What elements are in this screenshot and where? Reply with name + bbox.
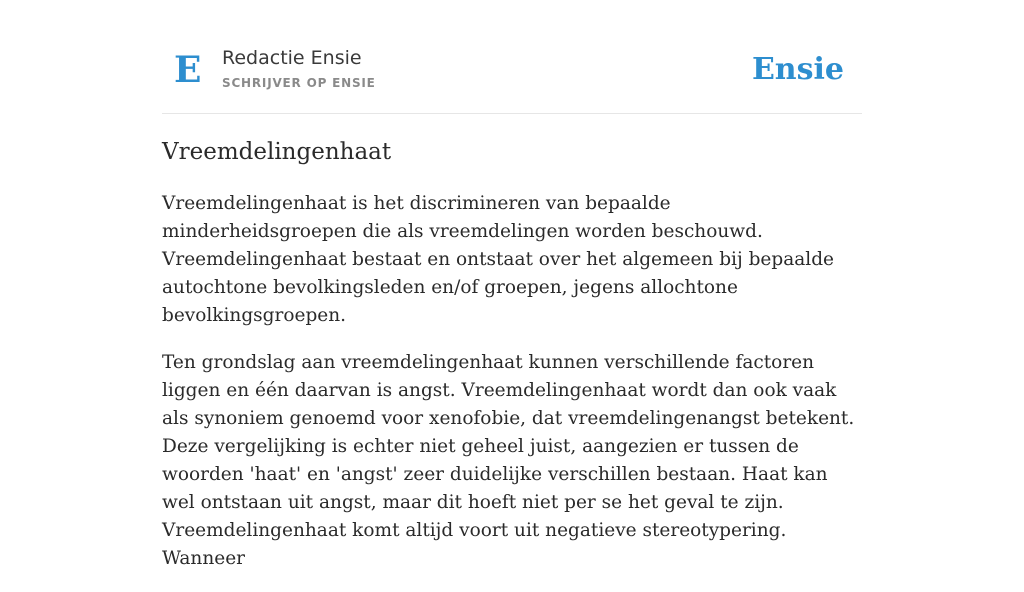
brand-logo[interactable]: Ensie (751, 52, 844, 87)
paragraph: Vreemdelingenhaat komt altijd voort uit negatieve stereotypering. Wanneer (162, 520, 787, 569)
article-card (162, 0, 862, 569)
paragraph: Ten grondslag aan vreemdelingenhaat kunnen verschillende factoren liggen en één daarvan is angst. Vreemdelingenhaat wordt dan ook vaak als synoniem genoemd voor xenofobie, dat vreemdelingenangst betekent. Deze vergelijking is echter niet geheel juist, aangezien er tussen de woorden 'haat' en 'angst' zeer duidelijke verschillen bestaan. Haat kan wel ontstaan uit angst, maar dit hoeft niet per se het geval te zijn. (162, 352, 855, 513)
paragraph: Vreemdelingenhaat is het discrimineren van bepaalde minderheidsgroepen die als vreemdelingen worden beschouwd. Vreemdelingenhaat bestaat en ontstaat over het algemeen bij bepaalde autochtone bevolkingsleden en/of groepen, jegens allochtone bevolkingsgroepen. (162, 193, 834, 326)
author-name[interactable]: Redactie Ensie (222, 47, 362, 69)
article-body (162, 190, 862, 592)
article-title: Vreemdelingenhaat (162, 139, 392, 165)
author-role: SCHRIJVER OP ENSIE (222, 76, 376, 90)
author-header (162, 0, 862, 114)
author-logo[interactable]: E (174, 49, 202, 91)
